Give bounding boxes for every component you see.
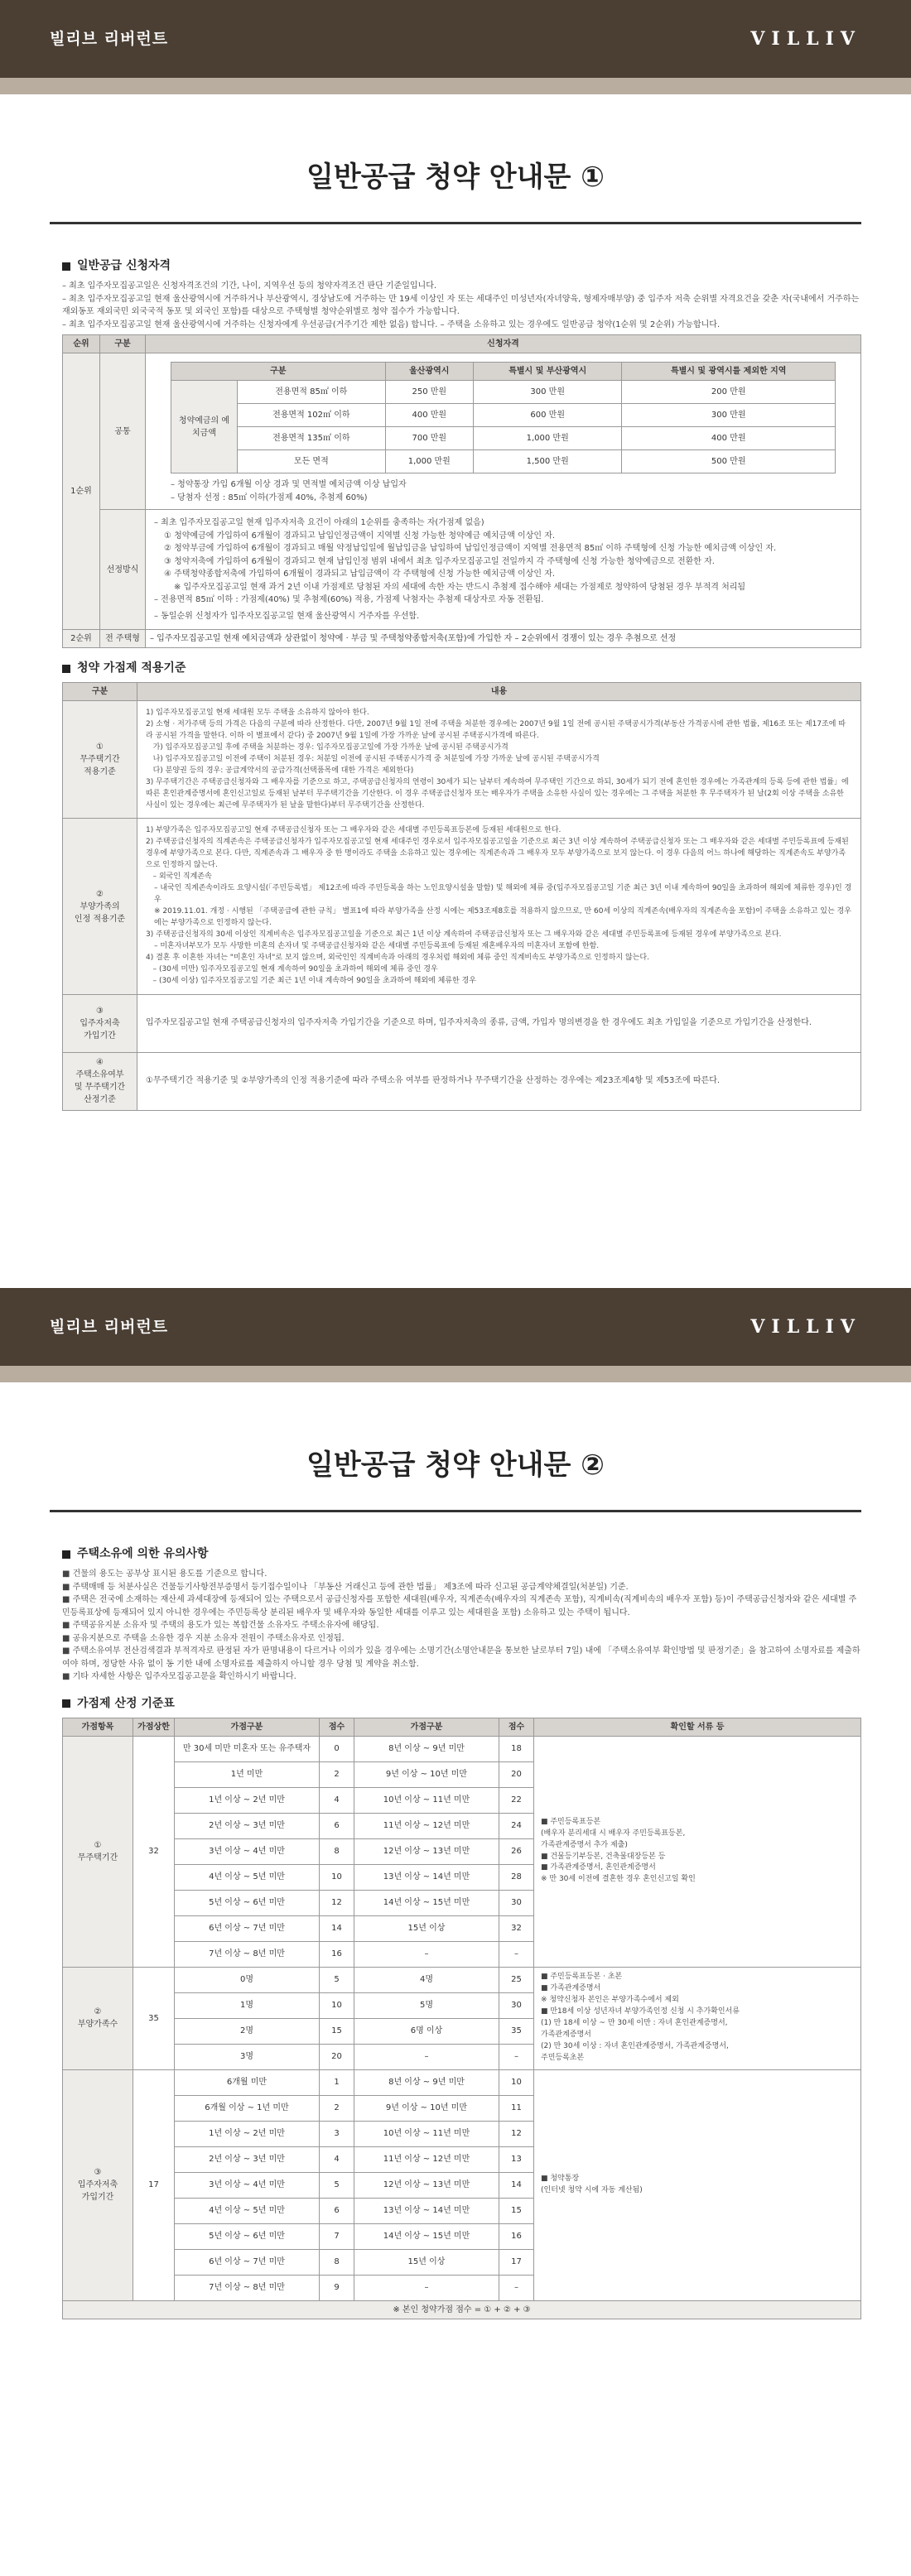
score-range: 11년 이상 ~ 12년 미만 [354,1813,499,1838]
score-item: ① 무주택기간 [63,1736,133,1967]
score-value: 17 [499,2249,534,2275]
score-range: 5명 [354,1992,499,2018]
score-value: 0 [320,1736,354,1761]
square-bullet-icon [62,1699,70,1708]
score-value: 30 [499,1890,534,1915]
score-value: 11 [499,2095,534,2121]
score-value: 35 [499,2018,534,2044]
score-value: 12 [499,2121,534,2146]
villiv-logo: VILLIV [750,27,861,50]
deposit-table: 구분 울산광역시 특별시 및 부산광역시 특별시 및 광역시를 제외한 지역 청약예금의 예치금액 전용면적 85㎡ 이하 250 만원 300 만원 200 만원 전용면적 102㎡ 이하 400 만원 600 만원 300 만원 전용면적 135㎡ 이하 700 만원 1,000 만원 400 만원 모든 면적 1,000 만원 1,500 만원 500 만원 [171,362,836,473]
score-range: 2명 [175,2018,320,2044]
score-range: 6년 이상 ~ 7년 미만 [175,2249,320,2275]
score-value: 8 [320,2249,354,2275]
score-value: – [499,2044,534,2069]
score-range: 5년 이상 ~ 6년 미만 [175,2223,320,2249]
score-value: 15 [320,2018,354,2044]
total-row [63,2300,861,2319]
section-heading: 가점제 산정 기준표 [62,1695,861,1713]
square-bullet-icon [62,665,70,673]
score-value: 14 [320,1915,354,1941]
score-value: 10 [320,1992,354,2018]
square-bullet-icon [62,1550,70,1559]
score-range: – [354,2044,499,2069]
villiv-logo: VILLIV [750,1315,861,1338]
score-range: 6개월 이상 ~ 1년 미만 [175,2095,320,2121]
score-range: 3년 이상 ~ 4년 미만 [175,2172,320,2198]
score-range: 6년 이상 ~ 7년 미만 [175,1915,320,1941]
score-range: 4명 [354,1967,499,1992]
score-value: 3 [320,2121,354,2146]
score-range: 2년 이상 ~ 3년 미만 [175,1813,320,1838]
header-band [0,1366,911,1382]
score-value: 4 [320,1787,354,1813]
required-documents: ■ 주민등록표등본 (배우자 분리세대 시 배우자 주민등록표등본, 가족관계증명서 추가 제출) ■ 건물등기부등본, 건축물대장등본 등 ■ 가족관계증명서, 혼인관계증명서 ※ 만 30세 이전에 결혼한 경우 혼인신고일 확인 [534,1736,861,1967]
eligibility-notes: – 최초 입주자모집공고일은 신청자격조건의 기간, 나이, 지역우선 등의 청약자격조건 판단 기준일입니다. – 최초 입주자모집공고일 현재 울산광역시에 거주하거나 부산광역시, 경상남도에 거주하는 만 19세 이상인 자 또는 세대주인 미성년자(자녀양육, 형제자매부양) 중 입주자 저축 순위별 자격요건을 갖춘 자(국내에서 거주하는 재외동포 재외국민 외국국적 동포 및 외국인 포함)를 대상으로 주택형별 청약순위별로 청약 접수가 가능합니다. – 최초 입주자모집공고일 현재 울산광역시에 거주하는 신청자에게 우선공급(거주기간 제한 없음) 합니다. – 주택을 소유하고 있는 경우에도 일반공급 청약(1순위 및 2순위) 가능합니다. [62,281,860,329]
score-value: – [499,1941,534,1967]
table-row [63,1736,861,1761]
score-value: 16 [499,2223,534,2249]
score-value: 25 [499,1967,534,1992]
score-range: 12년 이상 ~ 13년 미만 [354,1838,499,1864]
point-score-table: 가점항목 가점상한 가점구분 점수 가점구분 점수 확인할 서류 등 ① 무주택기간 32 만 30세 미만 미혼자 또는 유주택자 0 8년 이상 ~ 9년 미만 18 ■ 주민등록표등본 (배우자 분리세대 시 배우자 주민등록표등본, 가족관계증명서 추가 제출) ■ 건물등기부등본, 건축물대장등본 등 ■ 가족관계증명서, 혼인관계증명서 ※ 만 30세 이전에 결혼한 경우 혼인신고일 확인 1년 미만 2 9년 이상 ~ 10년 미만 20 1년 이상 ~ 2년 미만 4 10년 이상 ~ 11년 미만 22 2년 이상 ~ 3년 미만 6 11년 이상 ~ 12년 미만 24 3년 이상 ~ 4년 미만 8 12년 이상 ~ 13년 미만 26 4년 이상 ~ 5년 미만 10 13년 이상 ~ 14년 미만 28 5년 이상 ~ 6년 미만 12 14년 이상 ~ 15년 미만 30 6년 이상 ~ 7년 미만 14 15년 이상 32 7년 이상 ~ 8년 미만 16 – – ② 부양가족수 35 0명 5 4명 25 ■ 주민등록표등본 · 초본 ■ 가족관계증명서 ※ 청약신청자 본인은 부양가족수에서 제외 ■ 만18세 이상 성년자녀 부양가족인정 신청 시 추가확인서류 (1) 만 18세 이상 ~ 만 30세 이만 : 자녀 혼인관계증명서, 가족관계증명서 (2) 만 30세 이상 : 자녀 혼인관계증명서, 가족관계증명서, 주민등록초본 1명 10 5명 30 2명 15 6명 이상 35 3명 20 – – ③ 입주자저축 가입기간 17 6개월 미만 1 8년 이상 ~ 9년 미만 10 ■ 청약통장 (인터넷 청약 시에 자동 계산됨) 6개월 이상 ~ 1년 미만 2 9년 이상 ~ 10년 미만 11 1년 이상 ~ 2년 미만 3 10년 이상 ~ 11년 미만 12 2년 이상 ~ 3년 미만 4 11년 이상 ~ 12년 미만 13 3년 이상 ~ 4년 미만 5 12년 이상 ~ 13년 미만 14 4년 이상 ~ 5년 미만 6 13년 이상 ~ 14년 미만 15 5년 이상 ~ 6년 미만 7 14년 이상 ~ 15년 미만 16 6년 이상 ~ 7년 미만 8 15년 이상 17 7년 이상 ~ 8년 미만 9 – – ※ 본인 청약가점 점수 = ① + ② + ③ [62,1718,861,2319]
score-range: 5년 이상 ~ 6년 미만 [175,1890,320,1915]
score-range: 11년 이상 ~ 12년 미만 [354,2146,499,2172]
score-range: 4년 이상 ~ 5년 미만 [175,2198,320,2223]
score-value: 8 [320,1838,354,1864]
score-value: 1 [320,2069,354,2095]
score-value: 6 [320,2198,354,2223]
score-max: 35 [133,1967,175,2069]
score-range: 4년 이상 ~ 5년 미만 [175,1864,320,1890]
table-row [63,1967,861,1992]
score-value: 5 [320,2172,354,2198]
score-range: 13년 이상 ~ 14년 미만 [354,2198,499,2223]
score-value: 28 [499,1864,534,1890]
score-item: ③ 입주자저축 가입기간 [63,2069,133,2300]
header [0,1288,911,1366]
score-value: 30 [499,1992,534,2018]
score-range: 10년 이상 ~ 11년 미만 [354,2121,499,2146]
table-row [63,2069,861,2095]
score-range: 12년 이상 ~ 13년 미만 [354,2172,499,2198]
score-value: 14 [499,2172,534,2198]
score-range: 7년 이상 ~ 8년 미만 [175,2275,320,2300]
score-range: 1년 이상 ~ 2년 미만 [175,2121,320,2146]
score-value: 13 [499,2146,534,2172]
header-band [0,78,911,94]
page-2 [0,1288,911,2576]
required-documents: ■ 청약통장 (인터넷 청약 시에 자동 계산됨) [534,2069,861,2300]
score-value: 4 [320,2146,354,2172]
section-heading: 주택소유에 의한 유의사항 [62,1545,861,1563]
score-max: 17 [133,2069,175,2300]
score-value: 9 [320,2275,354,2300]
brand-name: 빌리브 리버런트 [50,1317,169,1336]
score-value: 22 [499,1787,534,1813]
score-range: 0명 [175,1967,320,1992]
selection-method: – 최초 입주자모집공고일 현재 입주자저축 요건이 아래의 1순위를 충족하는 자(가점제 없음) ① 청약예금에 가입하여 6개월이 경과되고 납입인정금액이 지역별 신청 가능한 청약예금 예치금액 이상인 자. ② 청약부금에 가입하여 6개월이 경과되고 매월 약정납입일에 월납입금을 납입하여 납입인정금액이 지역별 전용면적 85㎡ 이하 주택형에 신청 가능한 예치금액 이상인 자. ③ 청약저축에 가입하여 6개월이 경과되고 현재 납입인정 범위 내에서 최초 입주자모집공고일 전일까지 각 주택형에 신청 가능한 청약예금으로 전환한 자. ④ 주택청약종합저축에 가입하여 6개월이 경과되고 납입금액이 각 주택형에 신청 가능한 예치금액 이상인 자. ※ 입주자모집공고일 현재 과거 2년 이내 가점제로 당첨된 자의 세대에 속한 자는 반드시 추첨제 접수해야 세대는 가점제로 청약하여 당첨된 경우 부적격 처리됨 – 전용면적 85㎡ 이하 : 가점제(40%) 및 추첨제(60%) 적용, 가점제 낙첨자는 추첨제 대상자로 자동 전환됨. – 동일순위 신청자가 입주자모집공고일 현재 울산광역시 거주자를 우선함. [146,510,861,630]
score-range: 1명 [175,1992,320,2018]
score-range: – [354,2275,499,2300]
score-value: 10 [499,2069,534,2095]
score-value: 5 [320,1967,354,1992]
page-title: 일반공급 청약 안내문 ① [0,156,911,224]
score-value: 20 [320,2044,354,2069]
score-range: 2년 이상 ~ 3년 미만 [175,2146,320,2172]
header [0,0,911,78]
score-range: 7년 이상 ~ 8년 미만 [175,1941,320,1967]
score-range: 8년 이상 ~ 9년 미만 [354,1736,499,1761]
score-range: – [354,1941,499,1967]
score-range: 1년 미만 [175,1761,320,1787]
score-item: ② 부양가족수 [63,1967,133,2069]
eligibility-table: 순위 구분 신청자격 1순위 공통 구분 울산광역시 특별시 및 부산광역시 특별시 및 광역시를 제외한 지역 청약예금의 예치금액 전용면적 85㎡ 이하 250 만원 300 만원 200 만원 전용면적 102㎡ 이하 400 만원 600 만원 300 만원 전용면적 135㎡ 이하 700 만원 1,000 만원 400 만원 모든 면적 1,000 만원 1,500 만원 500 만원 – 청약통장 가입 6개월 이상 경과 및 면적별 예치금액 이상 납입자 – 당첨자 선정 : 85㎡ 이하(가점제 40%, 추첨제 60%) 선정방식 – 최초 입주자모집공고일 현재 입주자저축 요건이 아래의 1순위를 충족하는 자(가점제 없음) ① 청약예금에 가입하여 6개월이 경과되고 납입인정금액이 지역별 신청 가능한 청약예금 예치금액 이상인 자. ② 청약부금에 가입하여 6개월이 경과되고 매월 약정납입일에 월납입금을 납입하여 납입인정금액이 지역별 전용면적 85㎡ 이하 주택형에 신청 가능한 예치금액 이상인 자. ③ 청약저축에 가입하여 6개월이 경과되고 현재 납입인정 범위 내에서 최초 입주자모집공고일 전일까지 각 주택형에 신청 가능한 청약예금으로 전환한 자. ④ 주택청약종합저축에 가입하여 6개월이 경과되고 납입금액이 각 주택형에 신청 가능한 예치금액 이상인 자. ※ 입주자모집공고일 현재 과거 2년 이내 가점제로 당첨된 자의 세대에 속한 자는 반드시 추첨제 접수해야 세대는 가점제로 청약하여 당첨된 경우 부적격 처리됨 – 전용면적 85㎡ 이하 : 가점제(40%) 및 추첨제(60%) 적용, 가점제 낙첨자는 추첨제 대상자로 자동 전환됨. – 동일순위 신청자가 입주자모집공고일 현재 울산광역시 거주자를 우선함. 2순위 전 주택형 – 입주자모집공고일 현재 예치금액과 상관없이 청약예 · 부금 및 주택청약종합저축(포함)에 가입한 자 – 2순위에서 경쟁이 있는 경우 추첨으로 선정 [62,334,861,648]
ownership-notes: ■ 건물의 용도는 공부상 표시된 용도를 기준으로 합니다. ■ 주택매매 등 처분사실은 건물등기사항전부증명서 등기접수일이나 「부동산 거래신고 등에 관한 법률」 제3조에 따라 신고된 공급계약체결일(처분일) 기준. ■ 주택은 전국에 소재하는 재산세 과세대장에 등재되어 있는 주택으로서 공급신청자를 포함한 세대원(배우자, 직계존속(배우자의 직계존속 포함), 직계비속(직계비속의 배우자 포함) 등)이 주택공급신청자와 같은 세대별 주민등록표상에 등재되어 있지 아니한 경우에는 주민등록상 분리된 배우자 및 배우자와 동일한 세대를 이루고 있는 세대원을 포함) 소유하고 있는 주택이 됩니다. ■ 주택공유지분 소유자 및 주택의 용도가 있는 복합건물 소유자도 주택소유자에 해당됨. ■ 공유지분으로 주택을 소유한 경우 지분 소유자 전원이 주택소유자로 인정됨. ■ 주택소유여부 전산검색결과 부적격자로 판정된 자가 판명내용이 다르거나 이의가 있을 경우에는 소명기간(소명안내문을 통보한 날로부터 7일) 내에 「주택소유여부 확인방법 및 판정기준」을 참고하여 소명자료를 제출하여야 하며, 정당한 사유 없이 동 기한 내에 소명자료를 제출하지 아니할 경우 당첨 및 계약을 취소함. ■ 기타 자세한 사항은 입주자모집공고문을 확인하시기 바랍니다. [62,1569,860,1681]
score-value: 15 [499,2198,534,2223]
score-value: 6 [320,1813,354,1838]
score-value: 12 [320,1890,354,1915]
section-heading: 청약 가점제 적용기준 [62,660,861,677]
score-range: 15년 이상 [354,1915,499,1941]
section-heading: 일반공급 신청자격 [62,257,861,275]
score-value: 10 [320,1864,354,1890]
score-range: 6개월 미만 [175,2069,320,2095]
score-range: 만 30세 미만 미혼자 또는 유주택자 [175,1736,320,1761]
score-range: 3년 이상 ~ 4년 미만 [175,1838,320,1864]
score-range: 6명 이상 [354,2018,499,2044]
total-formula: ※ 본인 청약가점 점수 = ① + ② + ③ [63,2300,861,2319]
score-range: 15년 이상 [354,2249,499,2275]
score-value: 2 [320,1761,354,1787]
score-range: 14년 이상 ~ 15년 미만 [354,1890,499,1915]
score-range: 9년 이상 ~ 10년 미만 [354,1761,499,1787]
point-criteria-table: 구분 내용 ① 무주택기간 적용기준 1) 입주자모집공고일 현재 세대원 모두 주택을 소유하지 않아야 한다. 2) 소형 · 저가주택 등의 가격은 다음의 구분에 따라 산정한다. 다만, 2007년 9월 1일 전에 주택을 처분한 경우에는 2007년 9월 1일 전에 공시된 주택공시가격(부동산 가격공시에 관한 법률, 제16조 또는 제17조에 따라 공시된 가격을 말한다. 이하 이 별표에서 같다) 중 2007년 9월 1일에 가장 가까운 날에 공시된 주택공시가격에 따른다. 가) 입주자모집공고일 후에 주택을 처분하는 경우: 입주자모집공고일에 가장 가까운 날에 공시된 주택공시가격 나) 입주자모집공고일 이전에 주택이 처분된 경우: 처분일 이전에 공시된 주택공시가격 중 처분일에 가장 가까운 날에 공시된 주택공시가격 다) 분양권 등의 경우: 공급계약서의 공급가격(선택품목에 대한 가격은 제외한다) 3) 무주택기간은 주택공급신청자와 그 배우자를 기준으로 하고, 주택공급신청자의 연령이 30세가 되는 날부터 계속하여 무주택인 기간으로 하되, 30세가 되기 전에 혼인한 경우에는 가족관계의 등록 등에 관한 법률」에 따른 혼인관계증명서에 혼인신고일로 등재된 날부터 무주택기간을 기산한다. 이 경우 주택공급신청자 또는 배우자가 주택을 소유한 사실이 있는 경우에는 그 주택을 처분한 후 무주택자가 된 날(2회 이상 주택을 소유한 사실이 있는 경우에는 최근에 무주택자가 된 날을 말한다)부터 무주택기간을 산정한다. ② 부양가족의 인정 적용기준 1) 부양가족은 입주자모집공고일 현재 주택공급신청자 또는 그 배우자와 같은 세대별 주민등록표등본에 등재된 세대원으로 한다. 2) 주택공급신청자의 직계존속은 주택공급신청자가 입주자모집공고일 현재 세대주인 경우로서 입주자모집공고일을 기준으로 최근 3년 이상 계속하여 주택공급신청자 또는 그 배우자와 같은 세대별 주민등록표에 등재된 경우에 부양가족으로 본다. 다만, 직계존속과 그 배우자 중 한 명이라도 주택을 소유하고 있는 경우에는 직계존속과 그 배우자 모두 부양가족으로 보지 않는다. 이 경우 다음의 어느 하나에 해당하는 직계존속도 부양가족으로 인정하지 않는다. – 외국인 직계존속 – 내국인 직계존속이라도 요양시설(「주민등록법」 제12조에 따라 주민등록을 하는 노인요양시설을 말함) 및 해외에 체류 중(입주자모집공고일 기준 최근 3년 이내 계속하여 90일을 초과하여 해외에 체류한 경우)인 경우 ※ 2019.11.01. 개정 · 시행된 「주택공급에 관한 규칙」 별표1에 따라 부양가족을 산정 시에는 제53조제8호를 적용하지 않으므로, 만 60세 이상의 직계존속(배우자의 직계존속을 포함)이 주택을 소유하고 있는 경우에는 부양가족으로 인정하지 않는다. 3) 주택공급신청자의 30세 이상인 직계비속은 입주자모집공고일을 기준으로 최근 1년 이상 계속하여 주택공급신청자 또는 그 배우자와 같은 세대별 주민등록표에 등재된 경우에 부양가족으로 본다. – 미혼자녀부모가 모두 사망한 미혼의 손자녀 및 주택공급신청자와 같은 세대별 주민등록표에 등재된 재혼배우자의 미혼자녀 포함에 한함. 4) 결혼 후 이혼한 자녀는 "미혼인 자녀"로 보지 않으며, 외국인인 직계비속과 아래의 경우처럼 해외에 체류 중인 직계비속도 부양가족으로 인정하지 않는다. – (30세 미만) 입주자모집공고일 현재 계속하여 90일을 초과하여 해외에 체류 중인 경우 – (30세 이상) 입주자모집공고일 기준 최근 1년 이내 계속하여 90일을 초과하여 해외에 체류한 경우 ③ 입주자저축 가입기간 입주자모집공고일 현재 주택공급신청자의 입주자저축 가입기간을 기준으로 하며, 입주자저축의 종류, 금액, 가입자 명의변경을 한 경우에도 최초 가입일을 기준으로 가입기간을 산정한다. ④ 주택소유여부 및 무주택기간 산정기준 ①무주택기간 적용기준 및 ②부양가족의 인정 적용기준에 따라 주택소유 여부를 판정하거나 무주택기간을 산정하는 경우에는 제23조제4항 및 제53조에 따른다. [62,682,861,1111]
score-value: 18 [499,1736,534,1761]
score-value: 16 [320,1941,354,1967]
score-value: 7 [320,2223,354,2249]
score-value: 2 [320,2095,354,2121]
score-range: 1년 이상 ~ 2년 미만 [175,1787,320,1813]
score-range: 8년 이상 ~ 9년 미만 [354,2069,499,2095]
score-range: 13년 이상 ~ 14년 미만 [354,1864,499,1890]
square-bullet-icon [62,262,70,271]
score-value: 24 [499,1813,534,1838]
score-value: 32 [499,1915,534,1941]
score-range: 9년 이상 ~ 10년 미만 [354,2095,499,2121]
required-documents: ■ 주민등록표등본 · 초본 ■ 가족관계증명서 ※ 청약신청자 본인은 부양가족수에서 제외 ■ 만18세 이상 성년자녀 부양가족인정 신청 시 추가확인서류 (1) 만 18세 이상 ~ 만 30세 이만 : 자녀 혼인관계증명서, 가족관계증명서 (2) 만 30세 이상 : 자녀 혼인관계증명서, 가족관계증명서, 주민등록초본 [534,1967,861,2069]
page-title: 일반공급 청약 안내문 ② [0,1444,911,1512]
score-value: 20 [499,1761,534,1787]
score-value: 26 [499,1838,534,1864]
score-range: 10년 이상 ~ 11년 미만 [354,1787,499,1813]
score-range: 14년 이상 ~ 15년 미만 [354,2223,499,2249]
score-range: 3명 [175,2044,320,2069]
brand-name: 빌리브 리버런트 [50,29,169,48]
score-max: 32 [133,1736,175,1967]
score-value: – [499,2275,534,2300]
